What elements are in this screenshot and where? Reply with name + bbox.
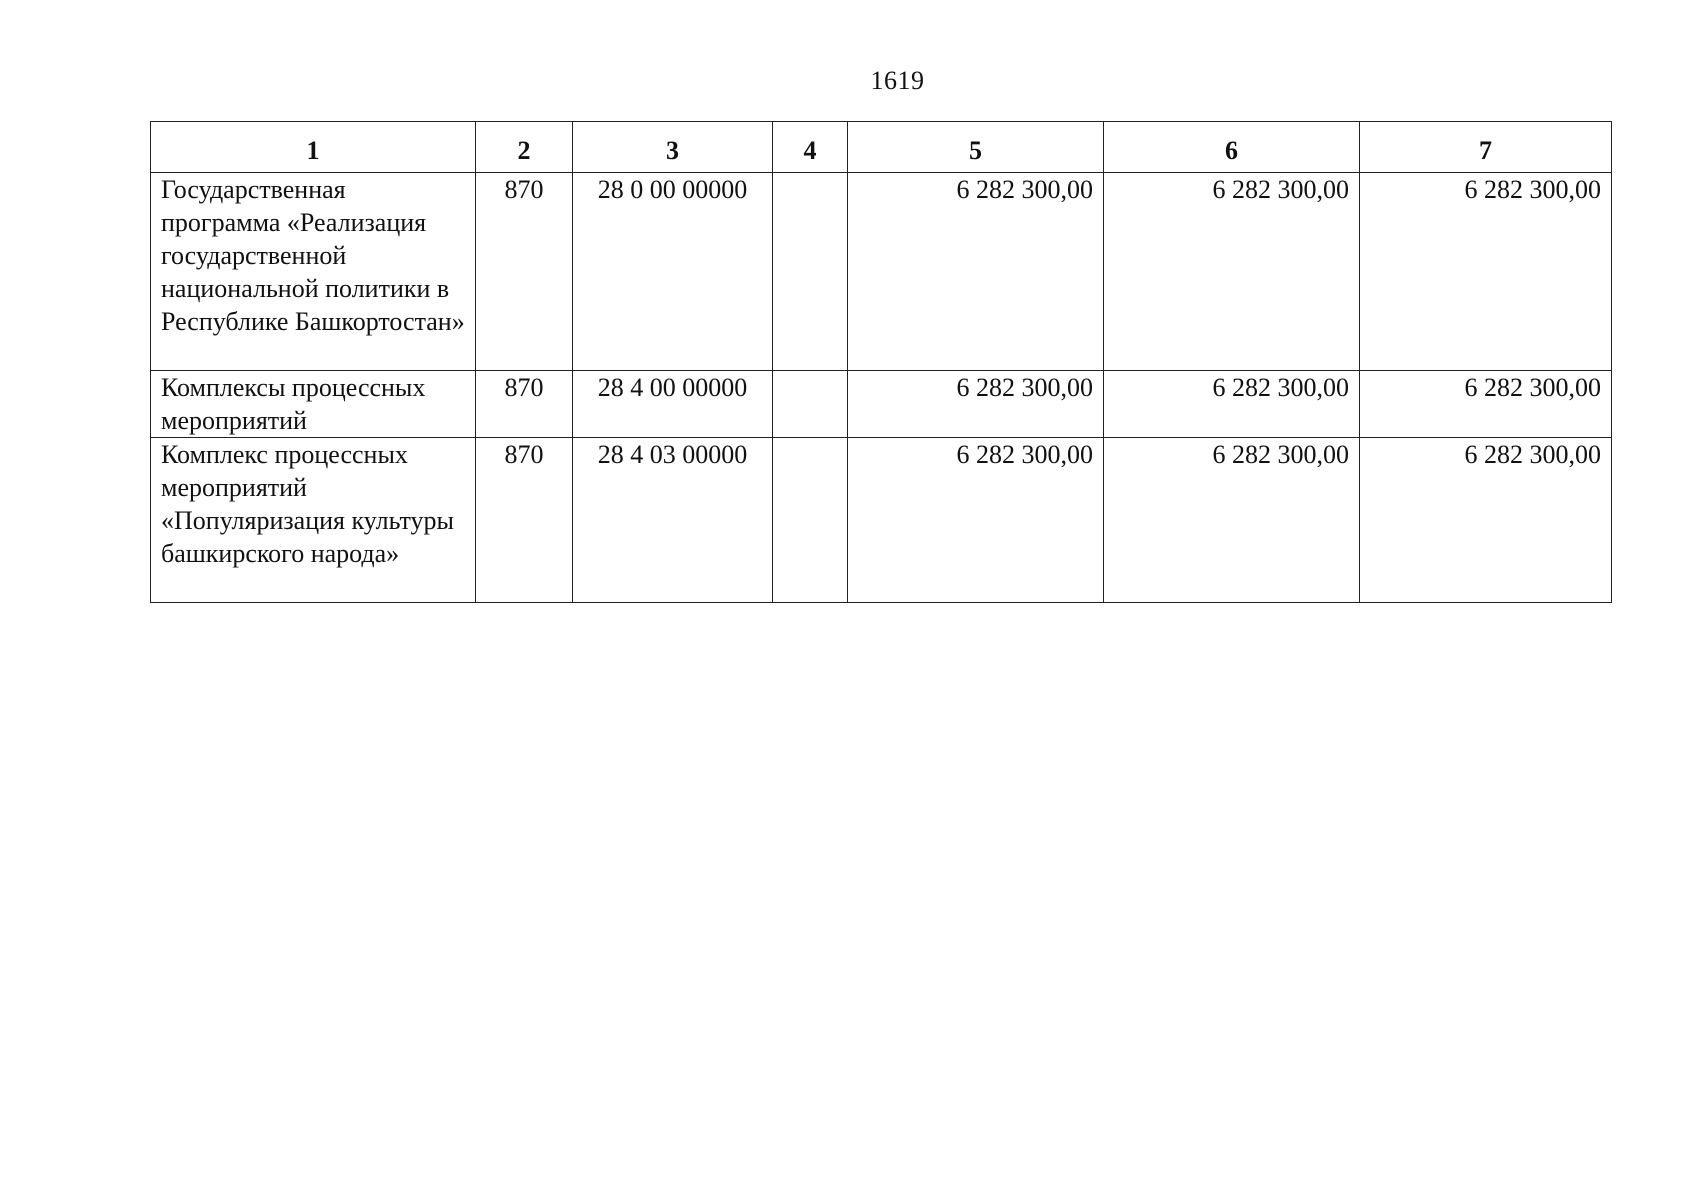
page-number: 1619	[870, 66, 925, 95]
row-amount-2-cell: 6 282 300,00	[1104, 173, 1360, 371]
row-amount-3-cell: 6 282 300,00	[1360, 371, 1612, 438]
table-row	[151, 173, 1612, 371]
budget-table	[150, 121, 1612, 603]
row-csr-cell: 28 0 00 00000	[573, 173, 773, 371]
row-amount-1-cell: 6 282 300,00	[848, 438, 1104, 603]
column-header-4: 4	[773, 122, 848, 173]
column-header-1: 1	[151, 122, 476, 173]
column-header-3: 3	[573, 122, 773, 173]
column-header-2: 2	[476, 122, 573, 173]
row-code-cell: 870	[476, 371, 573, 438]
header-row	[151, 122, 1612, 173]
row-csr-cell: 28 4 00 00000	[573, 371, 773, 438]
column-header-7: 7	[1360, 122, 1612, 173]
row-name-cell: Комплексы процессных мероприятий	[151, 371, 476, 438]
row-code-cell: 870	[476, 438, 573, 603]
row-amount-1-cell: 6 282 300,00	[848, 371, 1104, 438]
row-name-cell: Государственная программа «Реализация государственной национальной политики в Республике Башкортостан»	[151, 173, 476, 371]
row-csr-cell: 28 4 03 00000	[573, 438, 773, 603]
row-amount-2-cell: 6 282 300,00	[1104, 371, 1360, 438]
row-code-cell: 870	[476, 173, 573, 371]
row-vr-cell	[773, 173, 848, 371]
row-amount-1-cell: 6 282 300,00	[848, 173, 1104, 371]
row-amount-2-cell: 6 282 300,00	[1104, 438, 1360, 603]
row-amount-3-cell: 6 282 300,00	[1360, 173, 1612, 371]
row-vr-cell	[773, 371, 848, 438]
table-row	[151, 438, 1612, 603]
row-name-cell: Комплекс процессных мероприятий «Популяризация культуры башкирского народа»	[151, 438, 476, 603]
table-row	[151, 371, 1612, 438]
column-header-6: 6	[1104, 122, 1360, 173]
column-header-5: 5	[848, 122, 1104, 173]
row-amount-3-cell: 6 282 300,00	[1360, 438, 1612, 603]
row-vr-cell	[773, 438, 848, 603]
